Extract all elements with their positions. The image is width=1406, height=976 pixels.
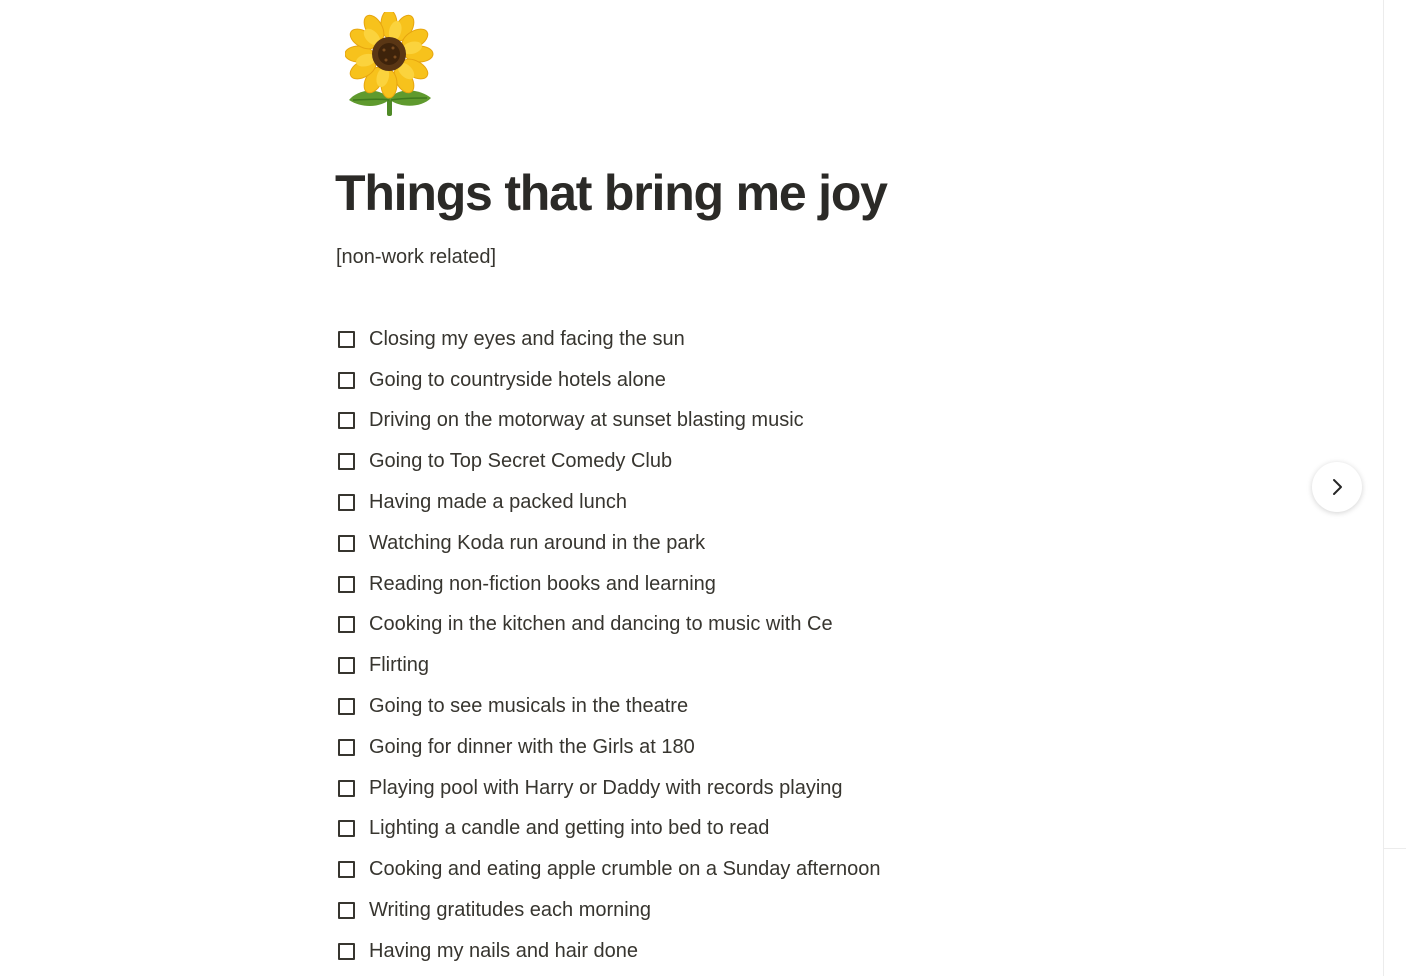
todo-label[interactable]: Having my nails and hair done [369,939,639,962]
page-subtitle[interactable]: [non-work related] [336,246,497,268]
chevron-right-icon [1326,476,1348,498]
todo-label[interactable]: Cooking and eating apple crumble on a Sunday afternoon [369,858,881,881]
todo-item [338,890,880,931]
todo-item [338,482,880,523]
todo-label[interactable]: Writing gratitudes each morning [369,899,651,922]
side-panel-divider [1383,0,1384,976]
todo-item [338,849,880,890]
todo-item [338,768,880,809]
todo-label[interactable]: Going for dinner with the Girls at 180 [369,735,695,758]
next-slide-button[interactable] [1312,462,1362,512]
todo-checkbox[interactable] [338,331,355,348]
todo-label[interactable]: Playing pool with Harry or Daddy with records playing [369,776,843,799]
todo-checkbox[interactable] [338,739,355,756]
todo-label[interactable]: Cooking in the kitchen and dancing to music with Ce [369,613,833,636]
todo-checkbox[interactable] [338,902,355,919]
todo-item [338,441,880,482]
todo-checkbox[interactable] [338,616,355,633]
todo-list [338,319,880,972]
todo-item [338,645,880,686]
todo-checkbox[interactable] [338,820,355,837]
todo-item [338,809,880,850]
todo-item [338,931,880,972]
todo-item [338,727,880,768]
todo-checkbox[interactable] [338,657,355,674]
todo-checkbox[interactable] [338,535,355,552]
todo-item [338,523,880,564]
side-panel-separator [1384,848,1406,849]
todo-label[interactable]: Reading non-fiction books and learning [369,572,716,595]
todo-label[interactable]: Having made a packed lunch [369,491,627,514]
todo-item [338,564,880,605]
todo-label[interactable]: Flirting [369,654,430,677]
todo-item [338,319,880,360]
todo-label[interactable]: Going to countryside hotels alone [369,368,666,391]
todo-checkbox[interactable] [338,453,355,470]
todo-checkbox[interactable] [338,861,355,878]
todo-checkbox[interactable] [338,412,355,429]
todo-checkbox[interactable] [338,576,355,593]
todo-item [338,360,880,401]
todo-item [338,686,880,727]
sunflower-icon[interactable] [345,12,435,118]
todo-label[interactable]: Going to Top Secret Comedy Club [369,450,673,473]
todo-label[interactable]: Closing my eyes and facing the sun [369,327,685,350]
todo-item [338,401,880,442]
todo-label[interactable]: Driving on the motorway at sunset blasting music [369,409,804,432]
todo-item [338,605,880,646]
todo-checkbox[interactable] [338,780,355,797]
todo-checkbox[interactable] [338,943,355,960]
todo-label[interactable]: Lighting a candle and getting into bed to read [369,817,770,840]
page-title[interactable]: Things that bring me joy [335,165,887,221]
todo-label[interactable]: Watching Koda run around in the park [369,531,706,554]
todo-label[interactable]: Going to see musicals in the theatre [369,695,689,718]
todo-checkbox[interactable] [338,372,355,389]
todo-checkbox[interactable] [338,698,355,715]
todo-checkbox[interactable] [338,494,355,511]
